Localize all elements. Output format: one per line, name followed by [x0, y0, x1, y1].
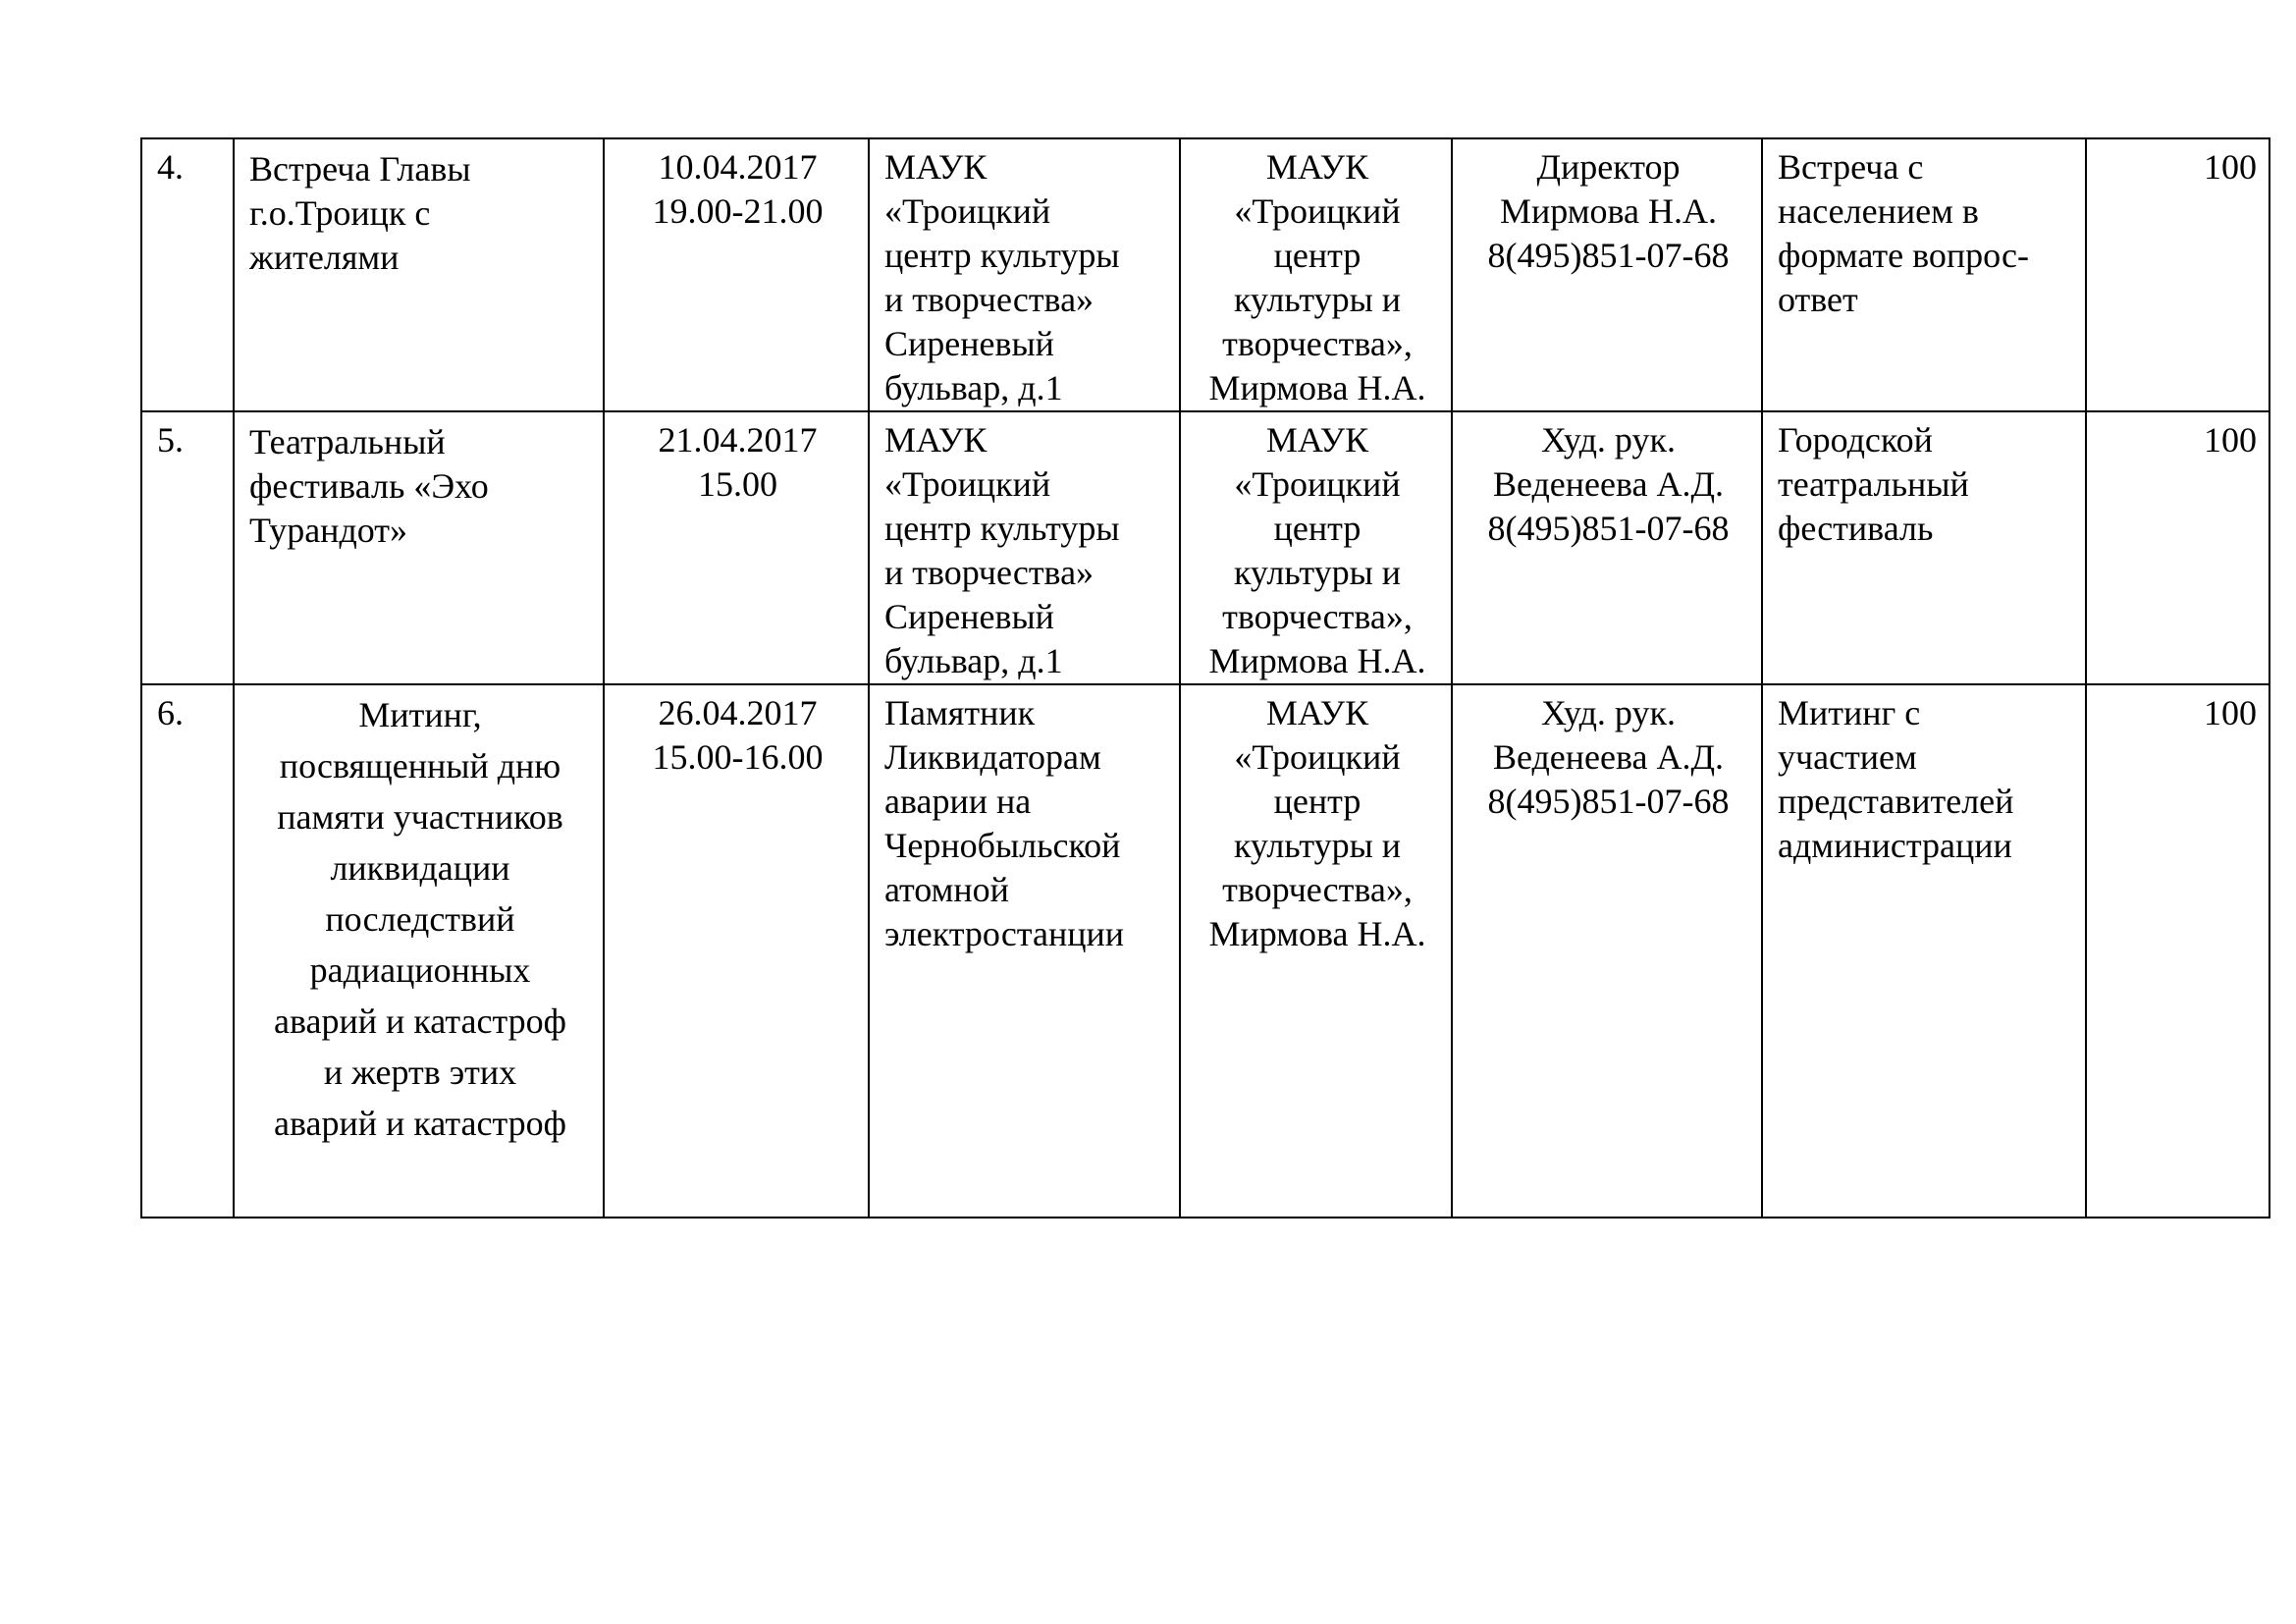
- document-page: [140, 137, 2270, 1218]
- organizer-cell: МАУК «Троицкий центр культуры и творчества», Мирмова Н.А.: [1180, 684, 1452, 1218]
- date-time-cell: 26.04.2017 15.00-16.00: [604, 684, 869, 1218]
- table-row: [141, 411, 2269, 684]
- responsible-cell: Директор Мирмова Н.А. 8(495)851-07-68: [1452, 138, 1762, 411]
- date-time-cell: 10.04.2017 19.00-21.00: [604, 138, 869, 411]
- event-name-cell: Встреча Главы г.о.Троицк с жителями: [234, 138, 604, 411]
- participants-count-cell: 100: [2086, 411, 2269, 684]
- venue-cell: МАУК «Троицкий центр культуры и творчества» Сиреневый бульвар, д.1: [869, 411, 1180, 684]
- participants-count-cell: 100: [2086, 684, 2269, 1218]
- event-name-cell: Театральный фестиваль «Эхо Турандот»: [234, 411, 604, 684]
- participants-count-cell: 100: [2086, 138, 2269, 411]
- table-row: [141, 138, 2269, 411]
- description-cell: Встреча с населением в формате вопрос- ответ: [1762, 138, 2086, 411]
- responsible-cell: Худ. рук. Веденеева А.Д. 8(495)851-07-68: [1452, 684, 1762, 1218]
- venue-cell: Памятник Ликвидаторам аварии на Чернобыльской атомной электростанции: [869, 684, 1180, 1218]
- event-name-cell: Митинг, посвященный дню памяти участников ликвидации последствий радиационных аварий и катастроф и жертв этих аварий и катастроф: [234, 684, 604, 1218]
- row-number-cell: 5.: [141, 411, 234, 684]
- events-table: [140, 137, 2270, 1218]
- date-time-cell: 21.04.2017 15.00: [604, 411, 869, 684]
- responsible-cell: Худ. рук. Веденеева А.Д. 8(495)851-07-68: [1452, 411, 1762, 684]
- venue-cell: МАУК «Троицкий центр культуры и творчества» Сиреневый бульвар, д.1: [869, 138, 1180, 411]
- table-row: [141, 684, 2269, 1218]
- organizer-cell: МАУК «Троицкий центр культуры и творчества», Мирмова Н.А.: [1180, 411, 1452, 684]
- description-cell: Городской театральный фестиваль: [1762, 411, 2086, 684]
- row-number-cell: 4.: [141, 138, 234, 411]
- description-cell: Митинг с участием представителей администрации: [1762, 684, 2086, 1218]
- row-number-cell: 6.: [141, 684, 234, 1218]
- organizer-cell: МАУК «Троицкий центр культуры и творчества», Мирмова Н.А.: [1180, 138, 1452, 411]
